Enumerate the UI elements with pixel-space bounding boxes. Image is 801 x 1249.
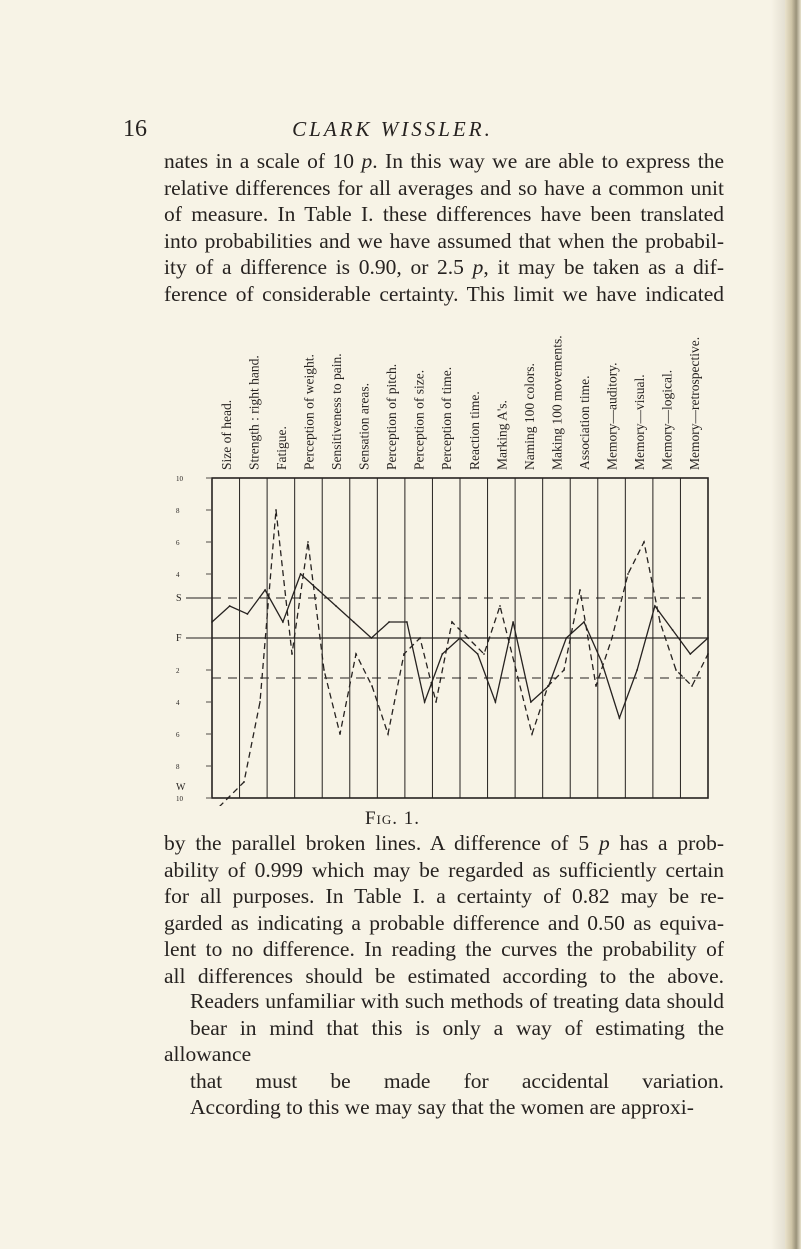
series-dashed-curve-point [451, 621, 453, 623]
y-tick-label: 4 [176, 699, 180, 707]
paragraph-last [164, 988, 724, 1121]
text-line: Readers unfamiliar with such methods of treating data should [190, 989, 724, 1013]
column-label: Sensitiveness to pain. [329, 353, 344, 470]
series-dashed-curve-point [227, 797, 229, 799]
text-line: all differences should be estimated according to the above. [164, 963, 724, 988]
series-solid-curve-point [335, 605, 337, 607]
y-tick-label: W [176, 781, 186, 793]
page-binding-edge [785, 0, 801, 1249]
series-solid-curve-point [300, 573, 302, 575]
series-dashed-curve-point [419, 637, 421, 639]
figure-1-chart [160, 330, 720, 806]
page-gutter-shadow [771, 0, 785, 1249]
series-solid-curve-point [601, 661, 603, 663]
series-dashed-curve-point [531, 733, 533, 735]
column-label: Memory—visual. [632, 374, 648, 470]
y-tick-label: 6 [176, 731, 180, 739]
series-solid-curve-point [247, 613, 249, 615]
series-solid-curve-point [707, 637, 709, 639]
series-solid-curve-point [441, 653, 443, 655]
series-dashed-curve-point [675, 669, 677, 671]
page-number: 16 [123, 116, 147, 142]
series-solid-curve-point [211, 621, 213, 623]
series-solid-curve-point [424, 701, 426, 703]
series-dashed-curve-point [259, 701, 261, 703]
series-dashed-curve-point [707, 653, 709, 655]
series-solid-curve-point [477, 653, 479, 655]
series-dashed-curve-point [275, 509, 277, 511]
series-solid-curve-point [495, 701, 497, 703]
y-tick-label: 8 [176, 763, 180, 771]
column-label: Perception of time. [439, 366, 455, 470]
series-solid-curve-point [229, 605, 231, 607]
figure-1 [160, 330, 720, 806]
series-solid-curve-point [672, 629, 674, 631]
text-line: ference of considerable certainty. This limit we have indicated [164, 281, 724, 306]
running-head: CLARK WISSLER. [292, 117, 493, 141]
series-dashed-curve-point [691, 685, 693, 687]
text-line: lent to no difference. In reading the curves the probability of [164, 937, 724, 962]
text-line: of measure. In Table I. these differences have been translated [164, 202, 724, 227]
series-dashed-curve-point [611, 637, 613, 639]
series-solid-curve-point [583, 621, 585, 623]
text-line: by the parallel broken lines. A difference of 5 p has a prob- [164, 831, 724, 855]
series-dashed-curve-point [243, 781, 245, 783]
series-dashed-curve-point [371, 685, 373, 687]
series-solid-curve-point [388, 621, 390, 623]
y-tick-label: 6 [176, 539, 180, 547]
series-solid-curve-point [619, 717, 621, 719]
series-dashed-curve-point [435, 701, 437, 703]
series-solid-curve-point [459, 637, 461, 639]
series-dashed-curve-point [627, 573, 629, 575]
text-line: for all purposes. In Table I. a certainty of 0.82 may be re- [164, 884, 724, 909]
figure-caption [0, 808, 785, 830]
series-solid-curve-point [689, 653, 691, 655]
series-dashed-curve-point [483, 653, 485, 655]
text-line: ability of 0.999 which may be regarded as sufficiently certain [164, 857, 724, 882]
series-dashed-curve-point [387, 733, 389, 735]
text-line: garded as indicating a probable difference and 0.50 as equiva- [164, 910, 724, 935]
column-label: Reaction time. [466, 391, 482, 470]
text-line-final: According to this we may say that the women are approxi- [190, 1095, 694, 1120]
series-dashed-curve-point [339, 733, 341, 735]
series-dashed-curve-point [547, 685, 549, 687]
y-tick-label: 4 [176, 571, 180, 579]
y-tick-label: 8 [176, 507, 180, 515]
y-tick-label: 2 [176, 667, 180, 675]
column-label: Strength : right hand. [246, 355, 262, 470]
series-dashed-curve-point [403, 653, 405, 655]
text-line: nates in a scale of 10 p. In this way we are able to express the [164, 149, 724, 173]
column-label: Memory—logical. [659, 369, 675, 470]
y-tick-label: 10 [176, 795, 183, 803]
series-solid-curve-point [512, 621, 514, 623]
paragraph-bottom [164, 830, 724, 990]
column-label: Naming 100 colors. [521, 363, 537, 470]
column-label: Marking A's. [494, 400, 510, 470]
column-label: Fatigue. [273, 426, 289, 470]
column-label: Making 100 movements. [549, 335, 565, 470]
y-tick-label: 10 [176, 475, 183, 483]
column-label: Perception of size. [411, 369, 427, 470]
column-label: Size of head. [218, 399, 234, 470]
series-dashed-curve-point [515, 669, 517, 671]
text-line: into probabilities and we have assumed that when the probabil- [164, 228, 724, 253]
column-label: Association time. [577, 375, 592, 470]
series-solid-curve-point [317, 589, 319, 591]
text-line: relative differences for all averages and so have a common unit [164, 175, 724, 200]
series-dashed-curve-point [323, 669, 325, 671]
text-line: bear in mind that this is only a way of estimating the allowance [164, 1015, 724, 1067]
series-dashed-curve-point [355, 653, 357, 655]
column-label: Perception of pitch. [384, 363, 400, 470]
series-solid-curve-point [264, 589, 266, 591]
column-label: Sensation areas. [356, 383, 372, 470]
series-dashed-curve-point [643, 541, 645, 543]
series-solid-curve-point [654, 605, 656, 607]
series-dashed-curve-point [291, 653, 293, 655]
series-solid-curve-point [406, 621, 408, 623]
series-solid-curve-point [530, 701, 532, 703]
series-solid-curve-point [371, 637, 373, 639]
series-dashed-curve-point [659, 621, 661, 623]
text-line: ity of a difference is 0.90, or 2.5 p, it may be taken as a dif- [164, 255, 724, 280]
series-dashed-curve-point [307, 541, 309, 543]
column-label: Memory—auditory. [604, 362, 620, 470]
series-dashed-curve-point [467, 637, 469, 639]
column-label: Perception of weight. [301, 354, 317, 470]
series-dashed-curve-point [579, 589, 581, 591]
figure-caption-number: 1. [403, 808, 421, 829]
series-solid-curve-point [353, 621, 355, 623]
figure-caption-label: Fig. [364, 808, 399, 829]
paragraph-top [164, 148, 724, 308]
series-dashed-curve-point [563, 669, 565, 671]
column-label: Memory—retrospective. [687, 336, 703, 470]
y-tick-label: F [176, 633, 182, 644]
series-dashed-curve-point [499, 605, 501, 607]
series-dashed-curve-point [595, 685, 597, 687]
series-solid-curve-point [282, 621, 284, 623]
text-line: that must be made for accidental variation. [190, 1068, 724, 1093]
series-solid-curve-point [565, 637, 567, 639]
y-tick-label: S [176, 593, 182, 604]
series-solid-curve-point [636, 669, 638, 671]
